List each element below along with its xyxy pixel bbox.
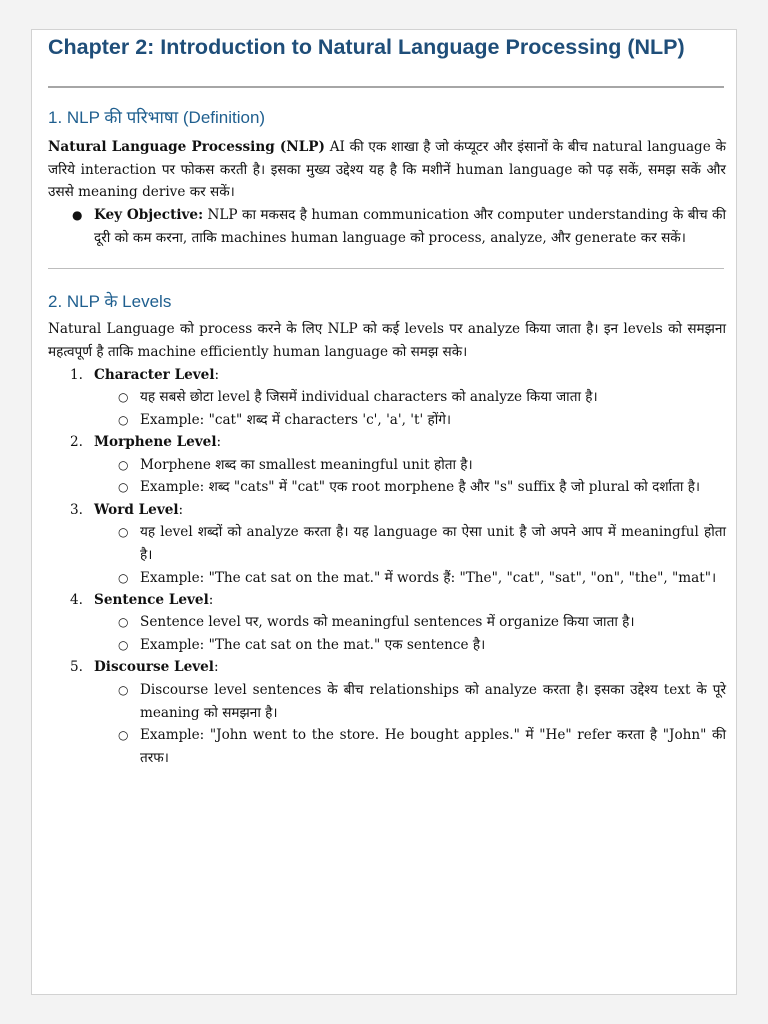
circle-bullet-icon: ○	[118, 525, 129, 539]
key-objective-body: NLP का मकसद है human communication और computer understanding के बीच की दूरी को कम करना, ताकि machines human language को process, analyze, और generate कर सकें।	[94, 207, 726, 246]
level-colon: :	[208, 592, 214, 608]
level-item	[48, 656, 726, 679]
level-number: 3.	[70, 502, 83, 518]
circle-bullet-icon: ○	[118, 390, 129, 404]
level-point	[48, 634, 726, 657]
section-1-heading-main: 1. NLP की परिभाषा	[48, 108, 179, 127]
level-title	[94, 431, 726, 454]
section-2-heading	[48, 289, 171, 312]
level-colon: :	[216, 434, 222, 450]
circle-bullet-icon: ○	[118, 571, 129, 585]
level-title	[94, 364, 726, 387]
level-name: Discourse Level	[94, 659, 214, 675]
chapter-title: Chapter 2: Introduction to Natural Language Processing (NLP)	[48, 35, 685, 59]
circle-bullet-icon: ○	[118, 615, 129, 629]
level-point-text: Example: "cat" शब्द में characters 'c', 'a', 't' होंगे।	[140, 412, 452, 428]
level-number: 5.	[70, 659, 83, 675]
level-number: 4.	[70, 592, 83, 608]
document-page	[31, 29, 737, 995]
circle-bullet-icon: ○	[118, 480, 129, 494]
level-point	[48, 679, 726, 724]
level-title	[94, 656, 726, 679]
section-1-heading	[48, 105, 265, 128]
title-divider	[48, 86, 724, 88]
level-colon: :	[178, 502, 184, 518]
section-1-heading-suffix: (Definition)	[178, 108, 266, 127]
level-point-text: यह सबसे छोटा level है जिसमें individual characters को analyze किया जाता है।	[140, 389, 598, 405]
level-colon: :	[214, 367, 220, 383]
level-name: Word Level	[94, 502, 179, 518]
circle-bullet-icon: ○	[118, 683, 129, 697]
level-point-text: Discourse level sentences के बीच relationships को analyze करता है। इसका उद्देश्य text के पूरे meaning को समझना है।	[140, 682, 726, 721]
levels-intro-paragraph: Natural Language को process करने के लिए NLP को कई levels पर analyze किया जाता है। इन levels को समझना महत्वपूर्ण है ताकि machine efficiently human language को समझ सके।	[48, 321, 726, 360]
level-item	[48, 499, 726, 522]
section-2-heading-suffix: Levels	[117, 292, 172, 311]
section-2-heading-main: 2. NLP के	[48, 292, 118, 311]
key-objective-text	[94, 204, 726, 249]
level-name: Character Level	[94, 367, 215, 383]
circle-bullet-icon: ○	[118, 413, 129, 427]
level-point	[48, 386, 726, 409]
level-number: 2.	[70, 434, 83, 450]
definition-text: AI की एक शाखा है जो कंप्यूटर और इंसानों के बीच natural language के जरिये interaction पर फोकस करती है। इसका मुख्य उद्देश्य यह है कि मशीनें human language को पढ़ सकें, समझ सकें और उससे meaning derive कर सकें।	[48, 139, 726, 200]
definition-paragraph	[48, 136, 726, 204]
level-name: Sentence Level	[94, 592, 209, 608]
level-point	[48, 521, 726, 566]
level-name: Morphene Level	[94, 434, 217, 450]
circle-bullet-icon: ○	[118, 638, 129, 652]
level-point	[48, 724, 726, 769]
level-point	[48, 454, 726, 477]
key-objective-term: Key Objective:	[94, 207, 204, 223]
level-point-text: Example: "The cat sat on the mat." एक sentence है।	[140, 637, 486, 653]
circle-bullet-icon: ○	[118, 458, 129, 472]
level-item	[48, 589, 726, 612]
level-point-text: Example: "John went to the store. He bought apples." में "He" refer करता है "John" की तरफ।	[140, 727, 726, 766]
circle-bullet-icon: ○	[118, 728, 129, 742]
level-point-text: Sentence level पर, words को meaningful sentences में organize किया जाता है।	[140, 614, 635, 630]
level-point	[48, 476, 726, 499]
key-objective-bullet	[48, 204, 726, 249]
section-divider	[48, 268, 724, 269]
level-point	[48, 409, 726, 432]
level-point	[48, 567, 726, 590]
level-point-text: Example: "The cat sat on the mat." में words हैं: "The", "cat", "sat", "on", "the", "mat"।	[140, 570, 717, 586]
level-title	[94, 499, 726, 522]
level-item	[48, 431, 726, 454]
level-point	[48, 611, 726, 634]
definition-term: Natural Language Processing (NLP)	[48, 139, 325, 155]
level-point-text: Morphene शब्द का smallest meaningful unit होता है।	[140, 457, 473, 473]
level-colon: :	[213, 659, 219, 675]
bullet-dot-icon: ●	[72, 208, 83, 222]
level-number: 1.	[70, 367, 83, 383]
level-title	[94, 589, 726, 612]
level-point-text: यह level शब्दों को analyze करता है। यह language का ऐसा unit है जो अपने आप में meaningful होता है।	[140, 524, 726, 563]
level-point-text: Example: शब्द "cats" में "cat" एक root morphene है और "s" suffix है जो plural को दर्शाता है।	[140, 479, 701, 495]
level-item	[48, 364, 726, 387]
